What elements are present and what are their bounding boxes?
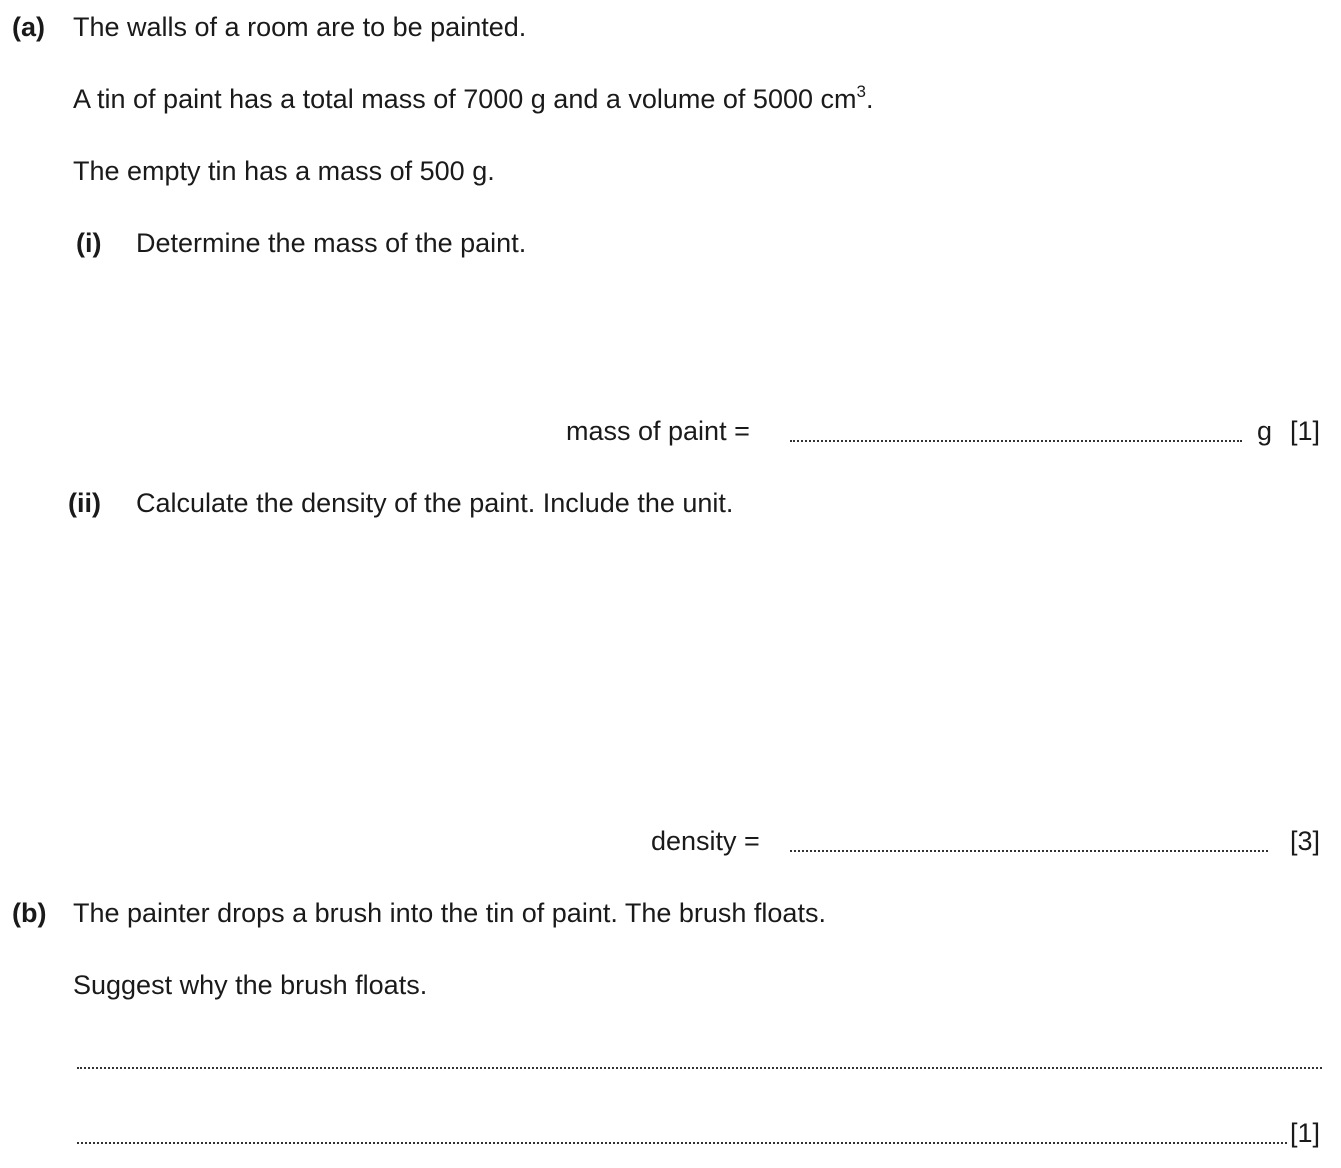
- part-b-answer-line-2[interactable]: [77, 1142, 1287, 1144]
- part-b-answer-line-1[interactable]: [77, 1067, 1322, 1069]
- part-a-label: (a): [12, 12, 45, 42]
- sub-i-question: Determine the mass of the paint.: [136, 228, 527, 258]
- part-a-intro: The walls of a room are to be painted.: [73, 12, 527, 42]
- sub-i-marks: [1]: [1290, 416, 1321, 446]
- mass-unit: g: [1257, 416, 1273, 446]
- sub-ii-marks: [3]: [1290, 826, 1321, 856]
- paint-tin-info-text: A tin of paint has a total mass of 7000 g and a volume of 5000 cm: [73, 84, 857, 114]
- part-b-question: The painter drops a brush into the tin of paint. The brush floats.: [73, 898, 826, 928]
- empty-tin-info: The empty tin has a mass of 500 g.: [73, 156, 495, 186]
- part-b-label: (b): [12, 898, 47, 928]
- density-answer-line[interactable]: [790, 850, 1268, 852]
- mass-answer-label: mass of paint =: [566, 416, 750, 446]
- sub-ii-question: Calculate the density of the paint. Include the unit.: [136, 488, 734, 518]
- part-b-prompt: Suggest why the brush floats.: [73, 970, 428, 1000]
- density-answer-label: density =: [651, 826, 760, 856]
- sub-ii-label: (ii): [68, 488, 101, 518]
- mass-answer-line[interactable]: [790, 440, 1242, 442]
- paint-tin-info: [73, 82, 874, 114]
- volume-unit-exponent: 3: [856, 82, 866, 101]
- sub-i-label: (i): [76, 228, 102, 258]
- part-b-marks: [1]: [1290, 1118, 1321, 1148]
- paint-tin-info-period: .: [865, 84, 874, 114]
